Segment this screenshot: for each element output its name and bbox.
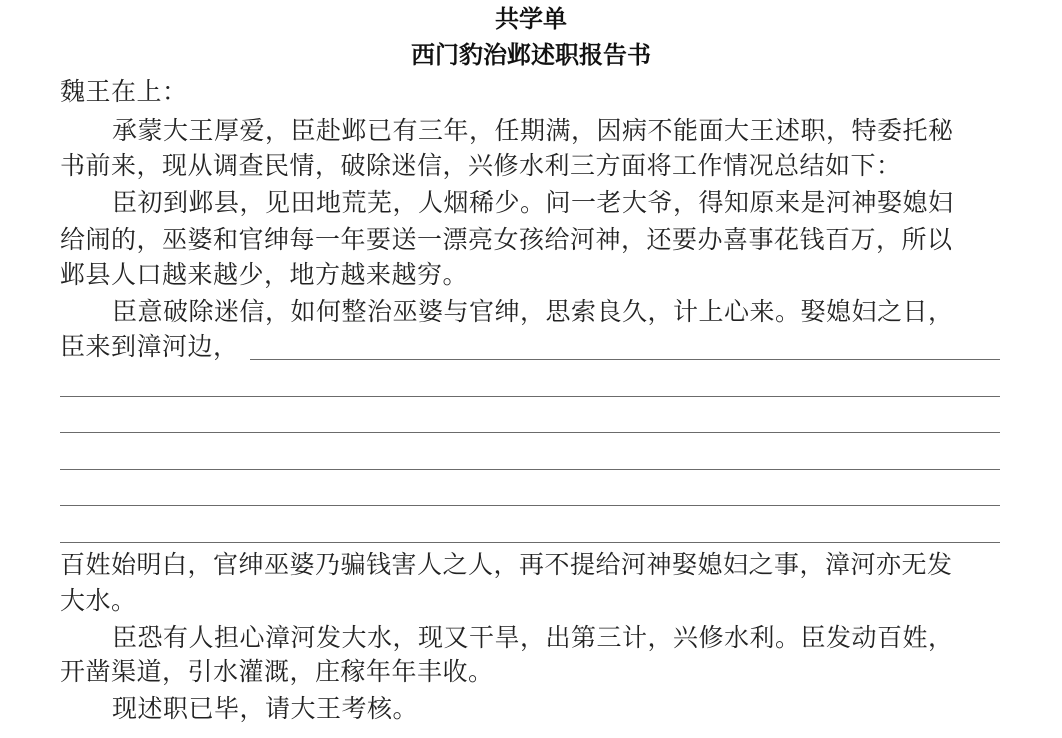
answer-blank-line-4[interactable]	[60, 469, 1000, 470]
paragraph-2-line-1: 臣初到邺县，见田地荒芜，人烟稀少。问一老大爷，得知原来是河神娶媳妇	[112, 188, 954, 217]
paragraph-3-line-1: 臣意破除迷信，如何整治巫婆与官绅，思索良久，计上心来。娶媳妇之日，	[112, 297, 954, 326]
paragraph-5-line-2: 开凿渠道，引水灌溉，庄稼年年丰收。	[60, 657, 494, 686]
paragraph-4-line-2: 大水。	[60, 586, 137, 615]
paragraph-5-line-1: 臣恐有人担心漳河发大水，现又干旱，出第三计，兴修水利。臣发动百姓，	[112, 623, 954, 652]
answer-blank-line-6[interactable]	[60, 542, 1000, 543]
paragraph-2-line-3: 邺县人口越来越少，地方越来越穷。	[60, 260, 469, 289]
salutation: 魏王在上：	[60, 77, 188, 106]
answer-blank-line-1[interactable]	[250, 359, 1000, 360]
answer-blank-line-5[interactable]	[60, 505, 1000, 506]
answer-blank-line-3[interactable]	[60, 432, 1000, 433]
answer-blank-line-2[interactable]	[60, 396, 1000, 397]
report-title: 西门豹治邺述职报告书	[411, 40, 651, 69]
closing-line: 现述职已毕，请大王考核。	[112, 694, 419, 723]
paragraph-2-line-2: 给闹的，巫婆和官绅每一年要送一漂亮女孩给河神，还要办喜事花钱百万，所以	[60, 225, 953, 254]
paragraph-1-line-2: 书前来，现从调查民情，破除迷信，兴修水利三方面将工作情况总结如下：	[60, 151, 902, 180]
paragraph-3-line-2: 臣来到漳河边，	[60, 332, 239, 361]
paragraph-1-line-1: 承蒙大王厚爱，臣赴邺已有三年，任期满，因病不能面大王述职，特委托秘	[112, 116, 954, 145]
paragraph-4-line-1: 百姓始明白，官绅巫婆乃骗钱害人之人，再不提给河神娶媳妇之事，漳河亦无发	[60, 550, 953, 579]
worksheet-title: 共学单	[495, 4, 567, 33]
